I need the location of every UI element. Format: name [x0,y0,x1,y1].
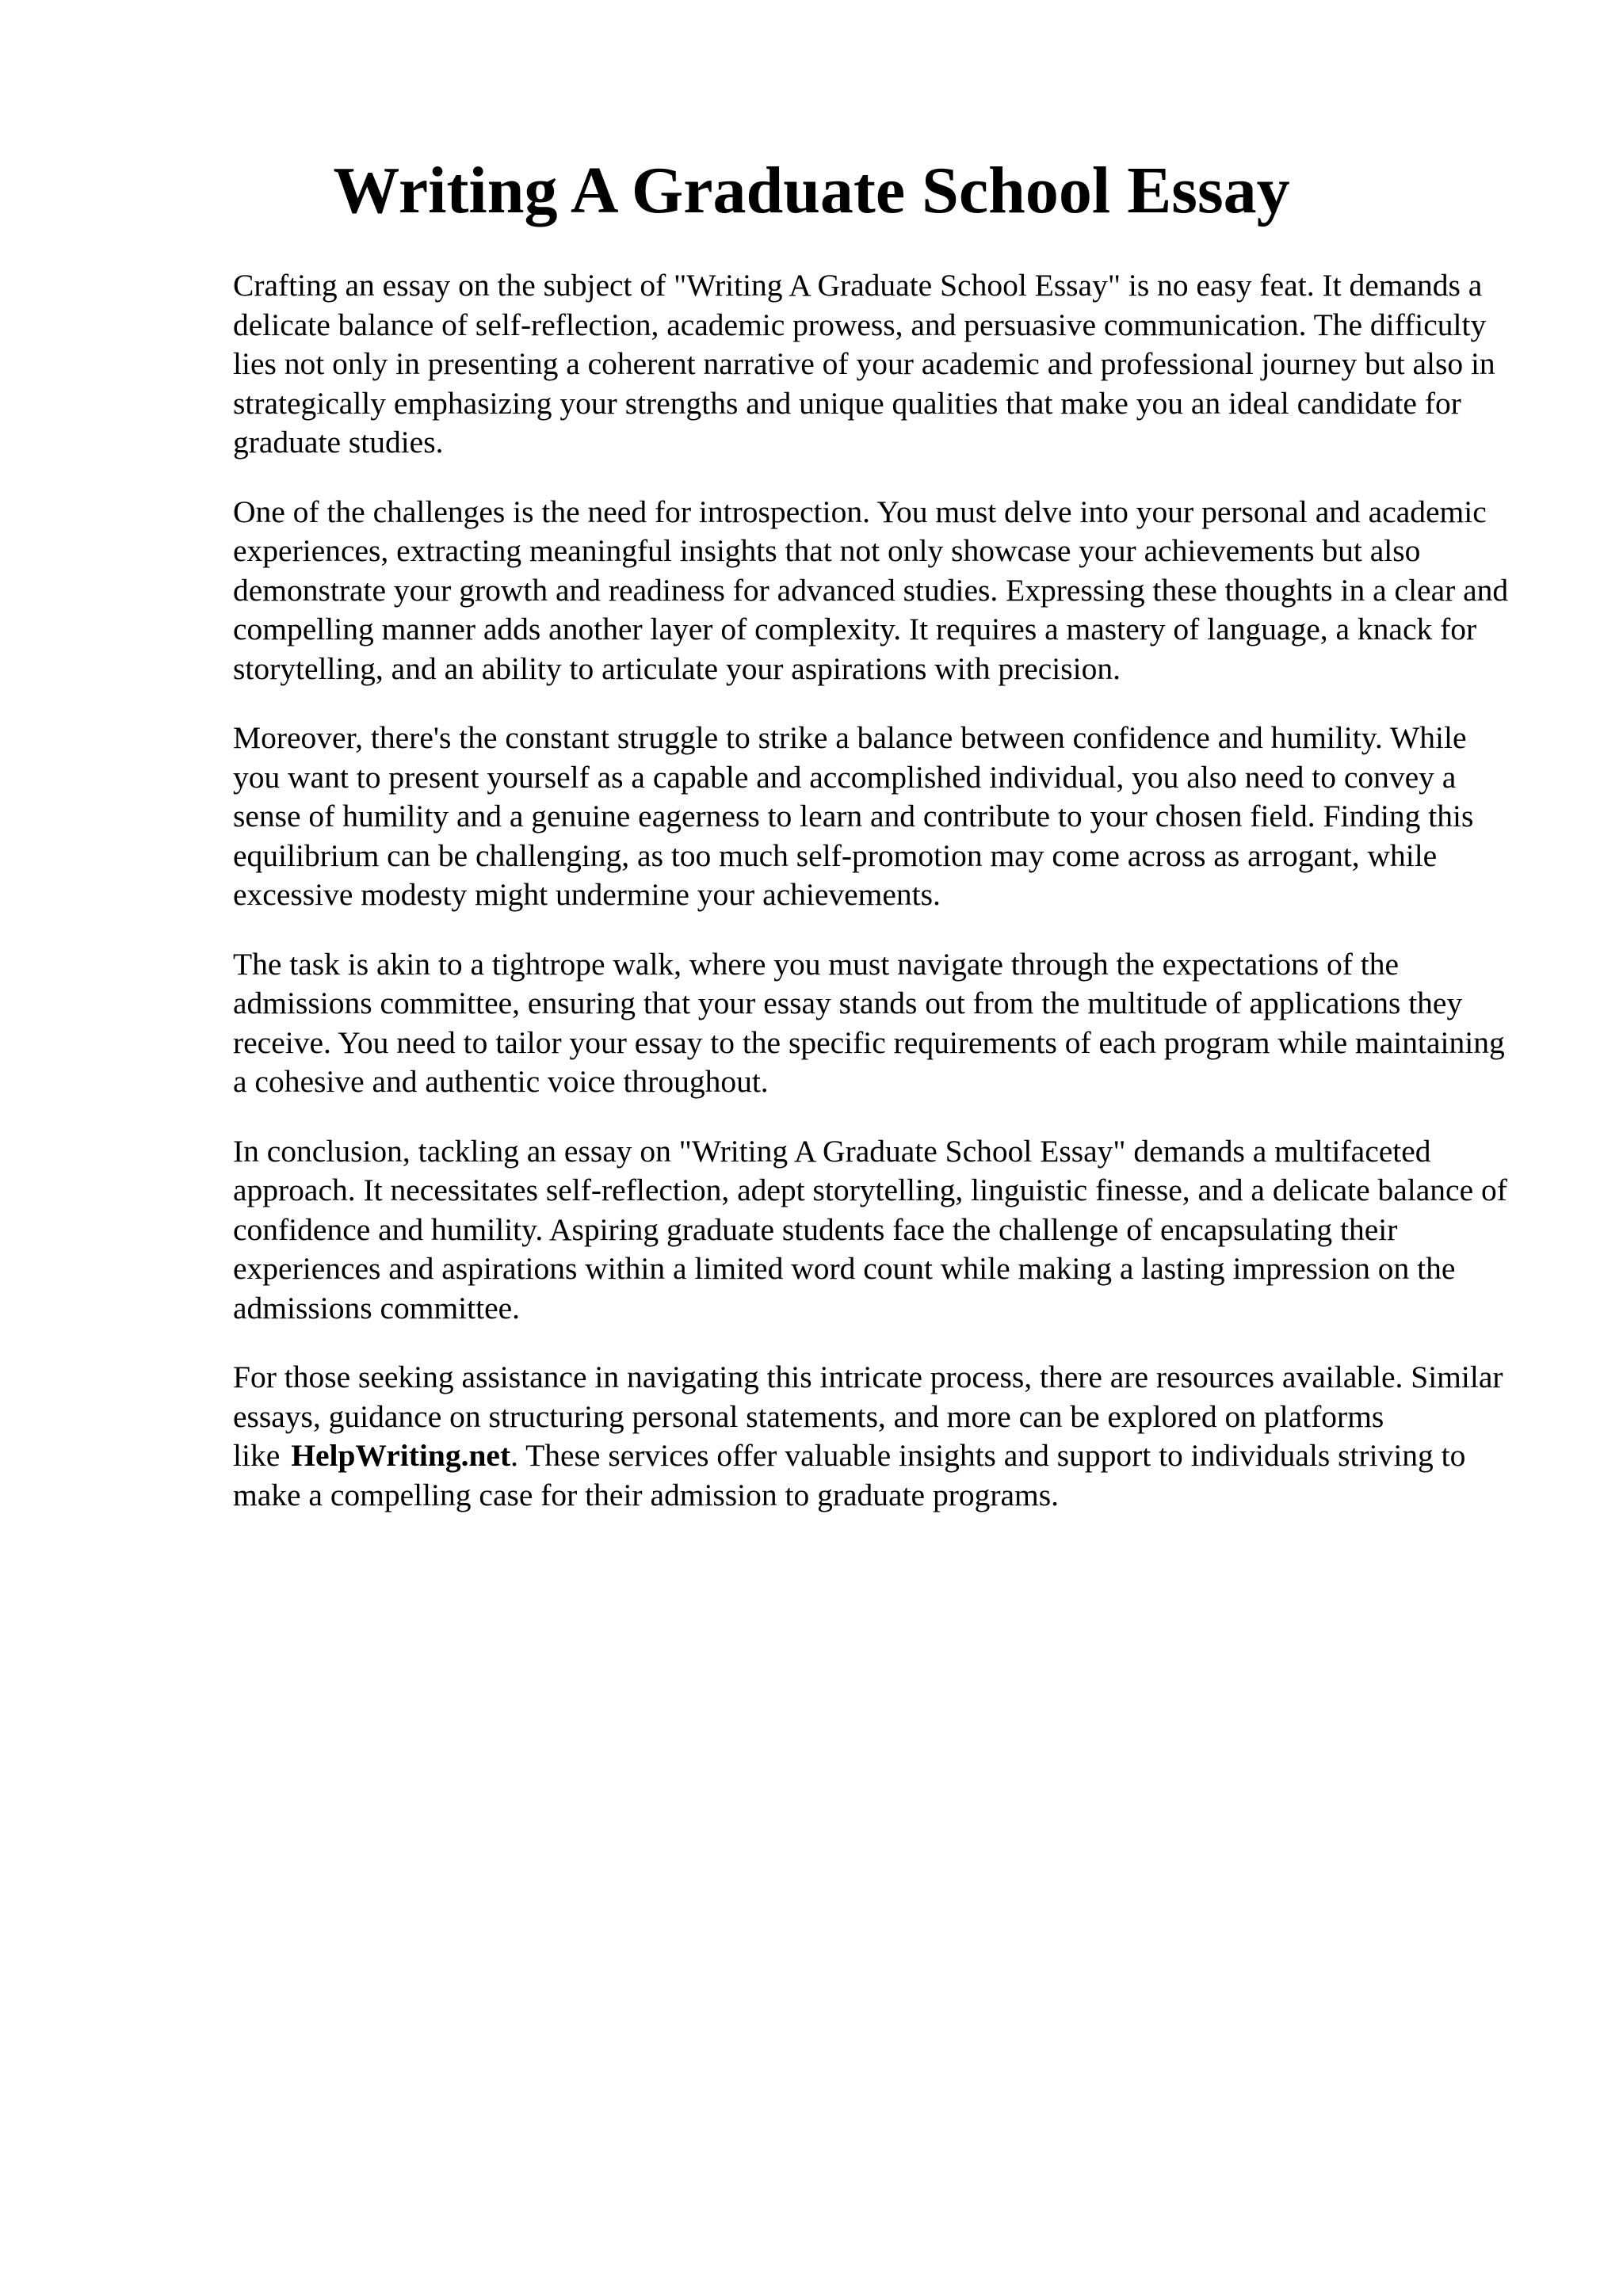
paragraph-3: Moreover, there's the constant struggle to strike a balance between confidence and humility. While you want to present yourself as a capable and accomplished individual, you also need to convey a sense of humility and a genuine eagerness to learn and contribute to your chosen field. Finding this equilibrium can be challenging, as too much self-promotion may come across as arrogant, while excessive modesty might undermine your achievements. [233,720,1474,912]
paragraph-1: Crafting an essay on the subject of "Writing A Graduate School Essay" is no easy feat. It demands a delicate balance of self-reflection, academic prowess, and persuasive communication. The difficulty lies not only in presenting a coherent narrative of your academic and professional journey but also in strategically emphasizing your strengths and unique qualities that make you an ideal candidate for graduate studies. [233,268,1495,460]
helpwriting-link[interactable]: HelpWriting.net [291,1438,511,1473]
paragraph-6-after-link: . These services offer valuable insights and support to individuals striving to make a compelling case for their admission to graduate programs. [233,1438,1466,1512]
paragraph-4: The task is akin to a tightrope walk, where you must navigate through the expectations of the admissions committee, ensuring that your essay stands out from the multitude of applications they receive. You need to tailor your essay to the specific requirements of each program while maintaining a cohesive and authentic voice throughout. [233,946,1505,1099]
paragraph-6 [233,1358,1517,1515]
paragraph-2: One of the challenges is the need for introspection. You must delve into your personal and academic experiences, extracting meaningful insights that not only showcase your achievements but also demonstrate your growth and readiness for advanced studies. Expressing these thoughts in a clear and compelling manner adds another layer of complexity. It requires a mastery of language, a knack for storytelling, and an ability to articulate your aspirations with precision. [233,494,1509,686]
page-title: Writing A Graduate School Essay [333,154,1290,227]
paragraph-6-before-link: For those seeking assistance in navigating this intricate process, there are resources available. Similar essays, guidance on structuring personal statements, and more can be explored on platforms like [233,1360,1503,1473]
essay-body [233,266,1517,1545]
paragraph-5: In conclusion, tackling an essay on "Writing A Graduate School Essay" demands a multifaceted approach. It necessitates self-reflection, adept storytelling, linguistic finesse, and a delicate balance of confidence and humility. Aspiring graduate students face the challenge of encapsulating their experiences and aspirations within a limited word count while making a lasting impression on the admissions committee. [233,1133,1507,1325]
